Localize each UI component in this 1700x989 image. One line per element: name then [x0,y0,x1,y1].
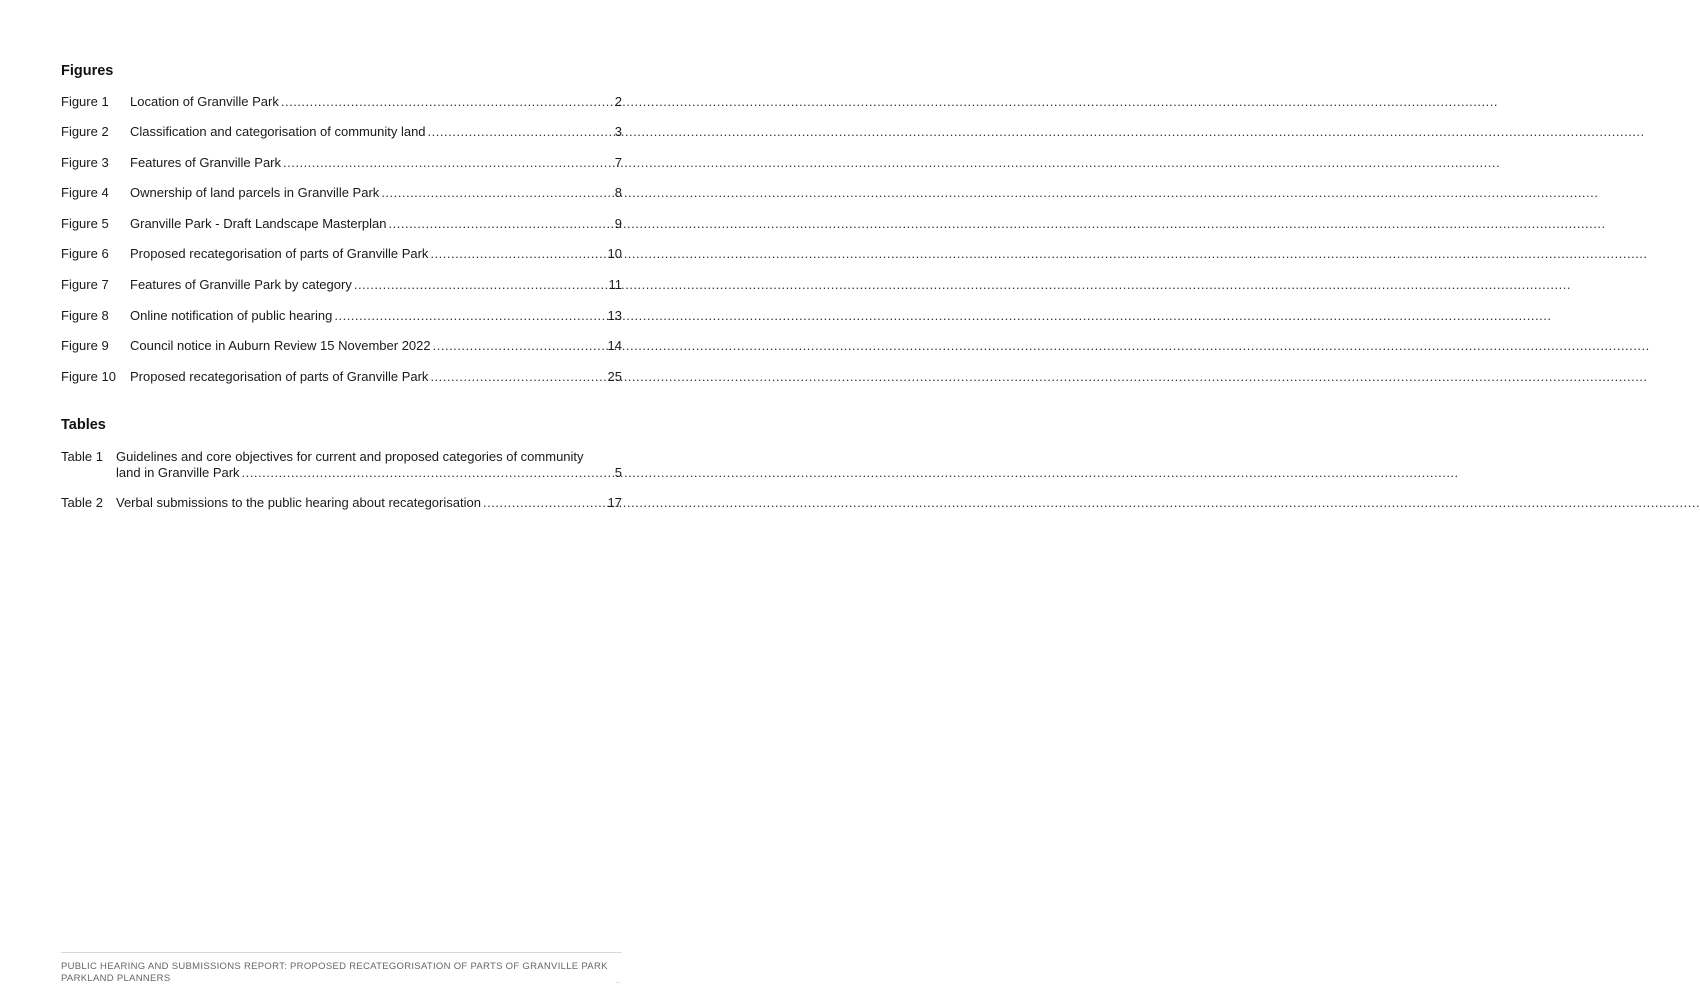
toc-entry-title: Location of Granville Park [130,94,279,109]
toc-entry-label: Figure 8 [61,308,109,323]
toc-entry-page: 5 [614,465,622,480]
toc-entry-label: Figure 9 [61,338,109,353]
toc-entry-figure-4[interactable] [61,185,622,201]
dot-leader [428,124,613,140]
toc-entry-table-2[interactable] [61,495,622,511]
toc-entry-page: 3 [614,124,622,139]
toc-entry-label: Figure 1 [61,94,109,109]
toc-entry-label: Figure 2 [61,124,109,139]
toc-entry-figure-5[interactable] [61,216,622,232]
toc-entry-page: 9 [614,216,622,231]
document-page [0,0,682,989]
toc-entry-title: Granville Park - Draft Landscape Masterplan [130,216,387,231]
toc-entry-figure-7[interactable] [61,277,622,293]
toc-entry-page: 2 [614,94,622,109]
toc-entry-figure-3[interactable] [61,155,622,171]
toc-entry-figure-6[interactable] [61,246,622,262]
dot-leader [430,246,605,262]
toc-entry-figure-8[interactable] [61,308,622,324]
toc-entry-label: Figure 6 [61,246,109,261]
dot-leader [242,465,613,481]
toc-entry-label: Table 2 [61,495,103,510]
toc-entry-title: Classification and categorisation of community land [130,124,426,139]
dot-leader [483,495,606,511]
dot-leader [389,216,613,232]
dot-leader [430,369,605,385]
figures-heading: Figures [61,63,114,79]
dot-leader [354,277,607,293]
toc-entry-figure-9[interactable] [61,338,622,354]
tables-heading: Tables [61,417,106,433]
toc-entry-title: Council notice in Auburn Review 15 November 2022 [130,338,431,353]
toc-entry-title: Proposed recategorisation of parts of Granville Park [130,246,429,261]
toc-entry-title: Features of Granville Park [130,155,282,170]
toc-entry-page: 14 [607,338,622,353]
toc-entry-label: Figure 4 [61,185,109,200]
footer-report-title: PUBLIC HEARING AND SUBMISSIONS REPORT: PROPOSED RECATEGORISATION OF PARTS OF GRANVILLE PARK [61,961,608,972]
toc-entry-page: 11 [608,277,622,292]
dot-leader [281,94,613,110]
toc-entry-title: Verbal submissions to the public hearing about recategorisation [116,495,481,510]
toc-entry-figure-1[interactable] [61,94,622,110]
toc-entry-title: Proposed recategorisation of parts of Granville Park [130,369,429,384]
toc-entry-figure-10[interactable] [61,369,622,385]
dot-leader [381,185,612,201]
toc-entry-label: Figure 5 [61,216,109,231]
dot-leader [334,308,605,324]
toc-entry-title: Online notification of public hearing [130,308,333,323]
dot-leader [433,338,606,354]
dot-leader [283,155,613,171]
toc-entry-label: Figure 3 [61,155,109,170]
footer-page-mark: .. [616,978,620,985]
toc-entry-table-1[interactable] [61,449,622,481]
toc-entry-page: 13 [607,308,622,323]
toc-entry-label: Table 1 [61,449,103,464]
toc-entry-figure-2[interactable] [61,124,622,140]
toc-entry-title: Ownership of land parcels in Granville Park [130,185,380,200]
footer-divider [61,952,622,953]
toc-entry-page: 8 [614,185,622,200]
toc-entry-label: Figure 7 [61,277,109,292]
toc-entry-page: 17 [607,495,622,510]
toc-entry-label: Figure 10 [61,369,116,384]
toc-entry-page: 7 [614,155,622,170]
footer-author: PARKLAND PLANNERS [61,973,171,984]
toc-entry-title-line2: land in Granville Park [116,465,240,480]
toc-entry-title: Features of Granville Park by category [130,277,352,292]
toc-entry-page: 25 [607,369,622,384]
toc-entry-title-line1: Guidelines and core objectives for current and proposed categories of community [116,449,584,464]
toc-entry-page: 10 [607,246,622,261]
